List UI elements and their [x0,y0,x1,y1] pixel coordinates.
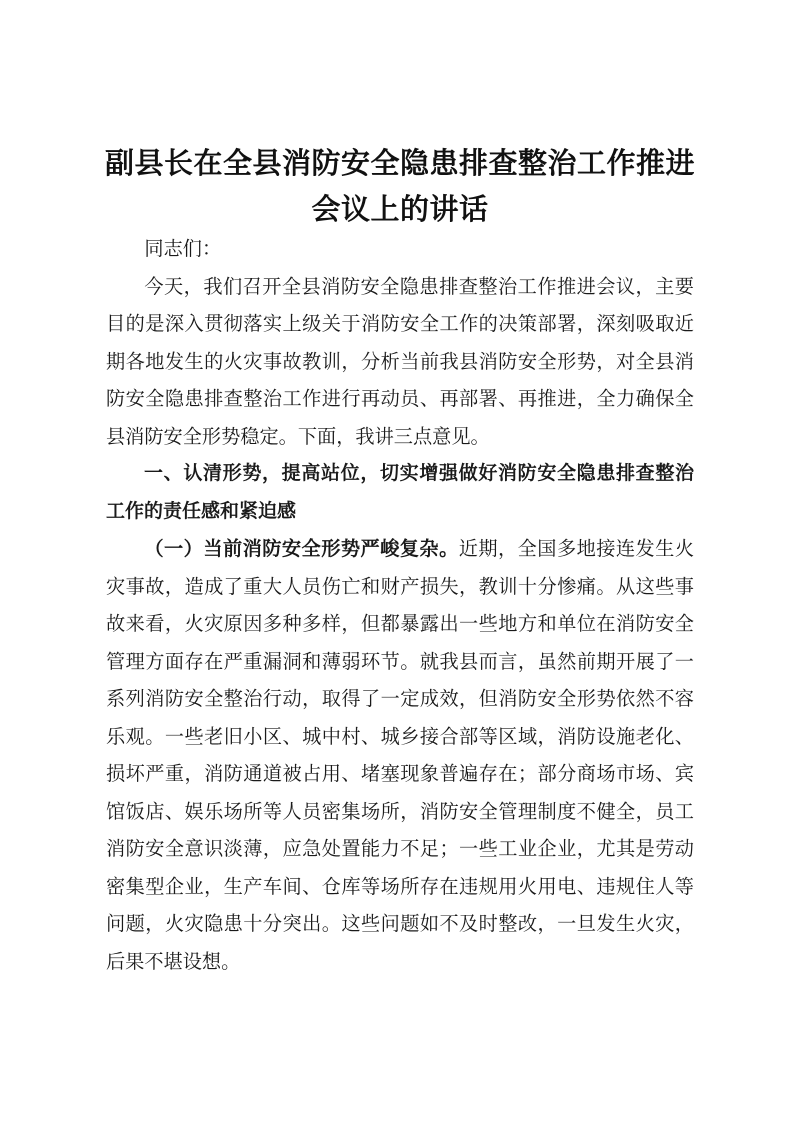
subsection-label-1: （一）当前消防安全形势严峻复杂。 [144,537,459,560]
salutation: 同志们： [144,237,222,260]
subsection-text-1: 近期，全国多地接连发生火灾事故，造成了重大人员伤亡和财产损失，教训十分惨痛。从这些事故来看，火灾原因多种多样，但都暴露出一些地方和单位在消防安全管理方面存在严重漏洞和薄弱环节。就我县而言，虽然前期开展了一系列消防安全整治行动，取得了一定成效，但消防安全形势依然不容乐观。一些老旧小区、城中村、城乡接合部等区域，消防设施老化、损坏严重，消防通道被占用、堵塞现象普遍存在；部分商场市场、宾馆饭店、娱乐场所等人员密集场所，消防安全管理制度不健全，员工消防安全意识淡薄，应急处置能力不足；一些工业企业，尤其是劳动密集型企业，生产车间、仓库等场所存在违规用火用电、违规住人等问题，火灾隐患十分突出。这些问题如不及时整改，一旦发生火灾，后果不堪设想。 [106,537,695,973]
document-title [100,140,700,232]
intro-paragraph: 今天，我们召开全县消防安全隐患排查整治工作推进会议，主要目的是深入贯彻落实上级关于消防安全工作的决策部署，深刻吸取近期各地发生的火灾事故教训，分析当前我县消防安全形势，对全县消防安全隐患排查整治工作进行再动员、再部署、再推进，全力确保全县消防安全形势稳定。下面，我讲三点意见。 [106,274,694,448]
document-body [106,230,694,980]
subsection-paragraph-1 [106,530,694,980]
title-line-1: 副县长在全县消防安全隐患排查整治工作推进 [104,146,695,180]
title-line-2: 会议上的讲话 [311,192,489,226]
section-heading-1: 一、认清形势，提高站位，切实增强做好消防安全隐患排查整治工作的责任感和紧迫感 [106,462,694,522]
